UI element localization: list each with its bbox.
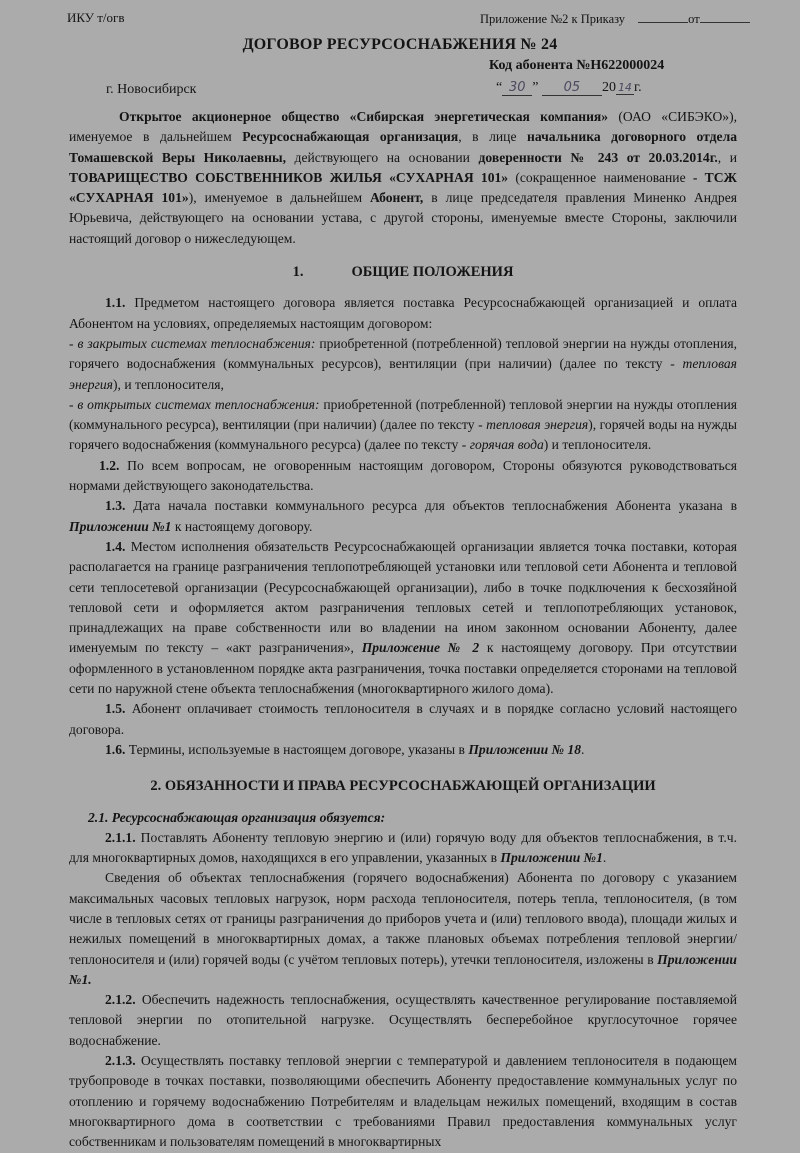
text: (ОАО «СИБЭКО»), именуемое в дальнейшем — [69, 109, 737, 145]
text: приобретенной (потребленной) тепловой энергии на нужды отопления (коммунального ресурса), вентиляции (при наличии) (далее по тексту - — [69, 396, 737, 433]
clause-text: . — [581, 741, 585, 757]
text: , в лице — [458, 129, 528, 145]
clause-number: 2.1.1. — [105, 829, 136, 845]
date-month-handwritten: 05 — [542, 80, 602, 96]
clause-1-3 — [69, 496, 737, 537]
clause-text: к настоящему договору. — [171, 518, 313, 534]
clause-2-1-2 — [69, 990, 737, 1051]
power-of-attorney: доверенности № 243 от 20.03.2014г. — [478, 149, 718, 165]
clause-2-1-3 — [69, 1051, 737, 1152]
clause-number: 1.2. — [99, 457, 120, 473]
clause-2-1-1 — [69, 828, 737, 869]
clause-text: Осуществлять поставку тепловой энергии с температурой и давлением теплоносителя в подающем трубопроводе в точках поставки, позволяющими обеспечить Абоненту предоставление коммунальных услуг по отоплению и горячему водоснабжению Потребителям и владельцам нежилых помещений, входящим в состав многоквартирного дома в соответствии с требованиями Правил предоставления коммунальных услуг собственникам и пользователям помещений в многоквартирных — [69, 1053, 737, 1150]
clause-text: Сведения об объектах теплоснабжения (горячего водоснабжения) Абонента по договору с указанием максимальных часовых тепловых нагрузок, норм расхода теплоносителя, потерь тепла, теплоносителя, (в том числе в тепловых сетях от границы разграничения до приборов учета и (или) теплового ввода), площади жилых и нежилых помещений в многоквартирных домах, а также плановых объемах потребления тепловой энергии/теплоносителя и (или) горячей воды (с учётом тепловых потерь), утечки теплоносителя, изложены в — [69, 870, 737, 967]
clause-1-1 — [69, 293, 737, 334]
clause-text: Термины, используемые в настоящем договоре, указаны в — [125, 741, 469, 757]
appendix-reference: Приложении № 18 — [468, 741, 582, 757]
clause-number: 1.4. — [105, 538, 126, 554]
appendix-reference: Приложение № 2 — [361, 640, 480, 656]
clause-number: 2.1.3. — [105, 1053, 136, 1069]
text: действующего на основании — [286, 149, 479, 165]
date-day-handwritten: 30 — [502, 80, 532, 96]
document-title: ДОГОВОР РЕСУРСОСНАБЖЕНИЯ № 24 — [242, 36, 558, 53]
section-1-heading — [69, 262, 737, 282]
text: в лице председателя правления Миненко Андрея Юрьевича, действующего на основании устава, с другой стороны, именуемые вместе Стороны, заключили настоящий договор о нижеследующем. — [69, 190, 737, 246]
clause-text: к настоящему договору. При отсутствии оформленного в установленном порядке акта разграничения, точка поставки определяется сторонами на тепловой сети по наружной стене объекта теплоснабжения (многоквартирного жилого дома). — [69, 640, 737, 697]
clause-number: 1.1. — [105, 295, 126, 311]
clause-text: Предметом настоящего договора является поставка Ресурсоснабжающей организацией и оплата Абонентом на условиях, определяемых настоящим договором: — [69, 295, 737, 331]
clause-text: Дата начала поставки коммунального ресурса для объектов теплоснабжения Абонента указана в — [125, 498, 737, 514]
order-number-blank — [638, 10, 688, 23]
document-body — [69, 107, 737, 1153]
clause-1-1-closed-systems — [69, 334, 737, 395]
date-year-prefix: 20 — [601, 80, 616, 95]
city: г. Новосибирск — [106, 82, 197, 97]
italic-text: - в закрытых системах теплоснабжения: — [69, 335, 316, 351]
partnership-short-name: - ТСЖ «СУХАРНАЯ 101» — [69, 169, 737, 206]
clause-1-1-open-systems — [69, 395, 737, 456]
subsection-2-1-heading: 2.1. Ресурсоснабжающая организация обязуется: — [88, 809, 386, 825]
appendix-reference: Приложении №1. — [69, 951, 737, 987]
clause-text: Абонент оплачивает стоимость теплоносителя в случаях и в порядке согласно условий настоящего договора. — [69, 701, 737, 737]
clause-1-4 — [69, 537, 737, 699]
representative: начальника договорного отдела Томашевской Веры Николаевны, — [69, 129, 737, 165]
text: ) и теплоносителя. — [543, 437, 652, 453]
italic-text: - в открытых системах теплоснабжения: — [69, 396, 320, 412]
text: ), и теплоносителя, — [113, 376, 224, 392]
date-year-handwritten: 14 — [617, 81, 632, 94]
text: приобретенной (потребленной) тепловой энергии на нужды отопления, горячего водоснабжения (коммунальных ресурсов), вентиляции (при наличии) (далее по тексту — [69, 335, 738, 372]
appendix-prefix: Приложение №2 к Приказу — [480, 12, 626, 26]
italic-text: горячая вода — [469, 437, 544, 453]
partnership-name: ТОВАРИЩЕСТВО СОБСТВЕННИКОВ ЖИЛЬЯ «СУХАРНАЯ 101» — [69, 169, 509, 185]
term-supplier: Ресурсоснабжающая организация — [242, 129, 459, 145]
clause-number: 1.6. — [105, 741, 126, 757]
clause-text: Поставлять Абоненту тепловую энергию и (или) горячую воду для объектов теплоснабжения, в т.ч. для многоквартирных домов, находящихся в его управлении, указанных в — [69, 829, 737, 866]
clause-1-6 — [69, 740, 737, 760]
appendix-from: от — [688, 12, 700, 26]
clause-text: . — [602, 850, 607, 866]
clause-number: 1.3. — [105, 498, 126, 514]
appendix-reference: Приложении №1 — [69, 518, 172, 534]
appendix-reference: Приложении №1 — [500, 850, 603, 866]
clause-text: Местом исполнения обязательств Ресурсоснабжающей организации является точка поставки, которая располагается на границе разграничения теплопотребляющей установки или тепловой сети Абонента и тепловой сети теплосетевой организации (Ресурсоснабжающей организации), либо в точке подключения к бесхозяйной тепловой сети и оформляется актом разграничения тепловых сетей и теплопотребляющих установок, принадлежащих на праве собственности или во владении на ином законном основании Абоненту, далее именуемым по тексту – «акт разграничения», — [69, 538, 737, 656]
section-number: 1. — [292, 264, 304, 281]
header-appendix-reference — [480, 10, 750, 27]
text: (сокращенное наименование — [508, 169, 693, 185]
section-2-heading: 2. ОБЯЗАННОСТИ И ПРАВА РЕСУРСОСНАБЖАЮЩЕЙ ОРГАНИЗАЦИИ — [150, 778, 656, 795]
clause-text: Обеспечить надежность теплоснабжения, осуществлять качественное регулирование поставляемой тепловой энергии по отопительной нагрузке. Осуществлять бесперебойное круглосуточное горячее водоснабжение. — [69, 992, 737, 1048]
text: ), горячей воды на нужды горячего водоснабжения (коммунального ресурса) (далее по тексту - — [69, 417, 737, 453]
clause-2-1-1-details — [69, 868, 737, 990]
date-year-suffix: г. — [633, 80, 642, 95]
order-date-blank — [700, 10, 750, 23]
italic-text: тепловая энергия — [486, 417, 589, 433]
contract-date: “ 30 ” 05 20 14 г. — [496, 80, 642, 95]
term-subscriber: Абонент, — [370, 190, 424, 206]
header-left-label: ИКУ т/огв — [67, 10, 125, 25]
clause-number: 2.1.2. — [105, 992, 136, 1008]
clause-number: 1.5. — [105, 701, 126, 717]
text: ), именуемое в дальнейшем — [188, 190, 371, 206]
section-title: ОБЩИЕ ПОЛОЖЕНИЯ — [351, 264, 514, 281]
text: , и — [717, 149, 737, 165]
preamble-paragraph — [69, 107, 737, 249]
italic-text: - тепловая энергия — [69, 356, 737, 392]
clause-1-5 — [69, 699, 737, 740]
clause-1-2 — [69, 456, 737, 497]
company-name: Открытое акционерное общество «Сибирская энергетическая компания» — [119, 109, 609, 124]
clause-text: По всем вопросам, не оговоренным настоящим договором, Стороны обязуются руководствоваться нормами действующего законодательства. — [69, 457, 737, 494]
subscriber-code: Код абонента №Н622000024 — [489, 58, 665, 73]
